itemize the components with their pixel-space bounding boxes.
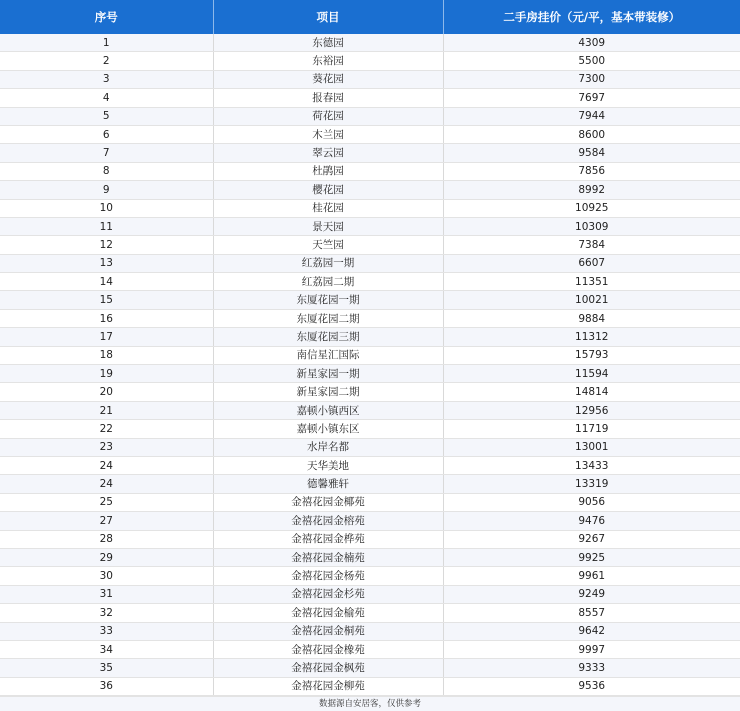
cell-index: 7 <box>0 144 213 162</box>
cell-project: 东裕园 <box>213 52 443 70</box>
table-row <box>0 493 740 511</box>
cell-project: 东厦花园一期 <box>213 291 443 309</box>
table-row <box>0 328 740 346</box>
table-row <box>0 640 740 658</box>
cell-price: 9249 <box>443 585 740 603</box>
cell-index: 12 <box>0 236 213 254</box>
header-price: 二手房挂价（元/平，基本带装修） <box>443 0 740 34</box>
cell-price: 10021 <box>443 291 740 309</box>
cell-index: 22 <box>0 420 213 438</box>
cell-index: 32 <box>0 604 213 622</box>
table-row <box>0 181 740 199</box>
cell-price: 13433 <box>443 456 740 474</box>
cell-project: 南信星汇国际 <box>213 346 443 364</box>
header-project: 项目 <box>213 0 443 34</box>
cell-index: 9 <box>0 181 213 199</box>
cell-project: 金禧花园金杉苑 <box>213 585 443 603</box>
cell-project: 金禧花园金桦苑 <box>213 530 443 548</box>
table-row <box>0 309 740 327</box>
cell-price: 9333 <box>443 659 740 677</box>
cell-price: 11719 <box>443 420 740 438</box>
table-row <box>0 677 740 695</box>
cell-price: 7856 <box>443 162 740 180</box>
cell-project: 木兰园 <box>213 125 443 143</box>
cell-project: 景天园 <box>213 217 443 235</box>
table-row <box>0 162 740 180</box>
cell-project: 金禧花园金楠苑 <box>213 548 443 566</box>
cell-project: 金禧花园金榕苑 <box>213 512 443 530</box>
table-row <box>0 530 740 548</box>
table-row <box>0 70 740 88</box>
cell-price: 11594 <box>443 365 740 383</box>
cell-project: 金禧花园金柳苑 <box>213 677 443 695</box>
cell-price: 11351 <box>443 273 740 291</box>
cell-price: 9884 <box>443 309 740 327</box>
cell-price: 9642 <box>443 622 740 640</box>
cell-project: 金禧花园金椰苑 <box>213 493 443 511</box>
cell-project: 荷花园 <box>213 107 443 125</box>
cell-price: 9584 <box>443 144 740 162</box>
cell-project: 红荔园一期 <box>213 254 443 272</box>
cell-index: 30 <box>0 567 213 585</box>
cell-index: 8 <box>0 162 213 180</box>
cell-price: 13319 <box>443 475 740 493</box>
cell-index: 25 <box>0 493 213 511</box>
cell-index: 33 <box>0 622 213 640</box>
header-index: 序号 <box>0 0 213 34</box>
cell-price: 4309 <box>443 34 740 52</box>
cell-price: 6607 <box>443 254 740 272</box>
table-row <box>0 475 740 493</box>
cell-project: 东厦花园三期 <box>213 328 443 346</box>
cell-index: 14 <box>0 273 213 291</box>
cell-price: 9961 <box>443 567 740 585</box>
cell-price: 8600 <box>443 125 740 143</box>
cell-price: 5500 <box>443 52 740 70</box>
cell-price: 9476 <box>443 512 740 530</box>
table-body <box>0 34 740 696</box>
cell-index: 15 <box>0 291 213 309</box>
cell-price: 15793 <box>443 346 740 364</box>
cell-price: 8557 <box>443 604 740 622</box>
cell-project: 杜鹃园 <box>213 162 443 180</box>
table-row <box>0 34 740 52</box>
cell-project: 嘉顿小镇东区 <box>213 420 443 438</box>
cell-index: 27 <box>0 512 213 530</box>
cell-price: 14814 <box>443 383 740 401</box>
cell-index: 1 <box>0 34 213 52</box>
table-row <box>0 254 740 272</box>
cell-project: 东厦花园二期 <box>213 309 443 327</box>
cell-project: 嘉顿小镇西区 <box>213 401 443 419</box>
table-row <box>0 604 740 622</box>
cell-index: 24 <box>0 456 213 474</box>
cell-price: 12956 <box>443 401 740 419</box>
table-row <box>0 585 740 603</box>
cell-price: 10309 <box>443 217 740 235</box>
cell-index: 10 <box>0 199 213 217</box>
cell-price: 7384 <box>443 236 740 254</box>
cell-project: 天竺园 <box>213 236 443 254</box>
cell-index: 31 <box>0 585 213 603</box>
table-row <box>0 548 740 566</box>
cell-index: 21 <box>0 401 213 419</box>
table-row <box>0 199 740 217</box>
cell-project: 翠云园 <box>213 144 443 162</box>
cell-price: 11312 <box>443 328 740 346</box>
cell-project: 桂花园 <box>213 199 443 217</box>
table-row <box>0 438 740 456</box>
cell-index: 16 <box>0 309 213 327</box>
table-row <box>0 365 740 383</box>
cell-project: 金禧花园金杨苑 <box>213 567 443 585</box>
cell-index: 5 <box>0 107 213 125</box>
cell-index: 3 <box>0 70 213 88</box>
cell-index: 13 <box>0 254 213 272</box>
table-row <box>0 89 740 107</box>
table-row <box>0 659 740 677</box>
table-header-row <box>0 0 740 34</box>
cell-index: 11 <box>0 217 213 235</box>
cell-price: 9056 <box>443 493 740 511</box>
cell-price: 9997 <box>443 640 740 658</box>
cell-project: 金禧花园金桐苑 <box>213 622 443 640</box>
cell-index: 6 <box>0 125 213 143</box>
table-row <box>0 346 740 364</box>
table-row <box>0 456 740 474</box>
cell-project: 东德园 <box>213 34 443 52</box>
cell-index: 28 <box>0 530 213 548</box>
cell-index: 17 <box>0 328 213 346</box>
cell-project: 红荔园二期 <box>213 273 443 291</box>
table-row <box>0 401 740 419</box>
cell-index: 20 <box>0 383 213 401</box>
cell-index: 29 <box>0 548 213 566</box>
cell-price: 7697 <box>443 89 740 107</box>
table-row <box>0 52 740 70</box>
cell-project: 天华美地 <box>213 456 443 474</box>
table-row <box>0 236 740 254</box>
cell-project: 德馨雅轩 <box>213 475 443 493</box>
table-row <box>0 217 740 235</box>
table-row <box>0 567 740 585</box>
cell-price: 9925 <box>443 548 740 566</box>
table-row <box>0 622 740 640</box>
cell-index: 4 <box>0 89 213 107</box>
cell-price: 13001 <box>443 438 740 456</box>
cell-index: 36 <box>0 677 213 695</box>
table-row <box>0 291 740 309</box>
source-note: 数据源自安居客，仅供参考 <box>0 696 740 711</box>
cell-index: 35 <box>0 659 213 677</box>
table-row <box>0 420 740 438</box>
cell-project: 新星家园一期 <box>213 365 443 383</box>
cell-price: 8992 <box>443 181 740 199</box>
cell-index: 34 <box>0 640 213 658</box>
table-row <box>0 273 740 291</box>
cell-project: 金禧花园金橡苑 <box>213 640 443 658</box>
cell-project: 金禧花园金榆苑 <box>213 604 443 622</box>
cell-project: 葵花园 <box>213 70 443 88</box>
cell-project: 水岸名都 <box>213 438 443 456</box>
table-row <box>0 125 740 143</box>
table-row <box>0 144 740 162</box>
table-row <box>0 107 740 125</box>
cell-project: 樱花园 <box>213 181 443 199</box>
table-row <box>0 512 740 530</box>
cell-price: 9267 <box>443 530 740 548</box>
cell-price: 7944 <box>443 107 740 125</box>
cell-index: 23 <box>0 438 213 456</box>
table-row <box>0 383 740 401</box>
cell-index: 18 <box>0 346 213 364</box>
cell-price: 7300 <box>443 70 740 88</box>
cell-index: 2 <box>0 52 213 70</box>
cell-index: 24 <box>0 475 213 493</box>
cell-price: 10925 <box>443 199 740 217</box>
cell-index: 19 <box>0 365 213 383</box>
cell-project: 新星家园二期 <box>213 383 443 401</box>
cell-price: 9536 <box>443 677 740 695</box>
cell-project: 报春园 <box>213 89 443 107</box>
cell-project: 金禧花园金枫苑 <box>213 659 443 677</box>
